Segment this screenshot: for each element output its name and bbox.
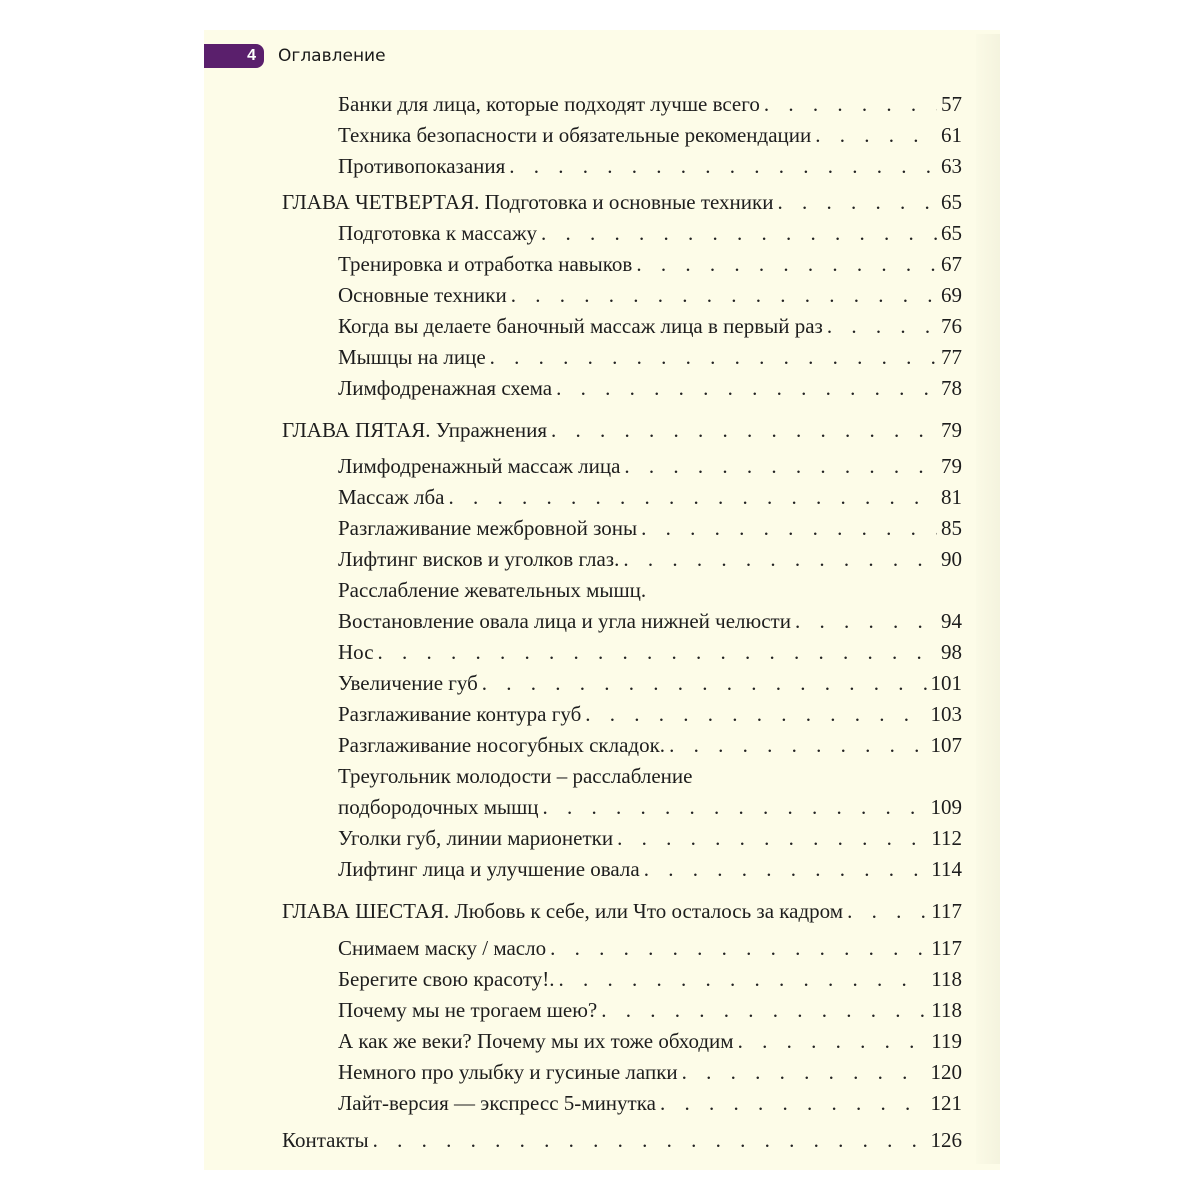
toc-entry <box>338 283 962 314</box>
dot-leader <box>641 516 937 541</box>
toc-entry-title: Подготовка к массажу <box>338 221 537 245</box>
toc-entry-title: Нос <box>338 640 374 664</box>
toc-entry <box>338 826 962 857</box>
toc-entry-page-number: 78 <box>941 376 962 400</box>
dot-leader <box>738 1029 928 1054</box>
dot-leader <box>669 733 926 758</box>
toc-entry-page-number: 119 <box>931 1029 962 1053</box>
toc-entry-title: Основные техники <box>338 283 507 307</box>
dot-leader <box>556 376 937 401</box>
toc-entry-page-number: 117 <box>931 936 962 960</box>
dot-leader <box>660 1091 927 1116</box>
toc-entry-page-number: 90 <box>941 547 962 571</box>
toc-entry-page-number: 79 <box>941 418 962 442</box>
toc-chapter-entry <box>282 899 962 930</box>
dot-leader <box>482 671 927 696</box>
dot-leader <box>624 454 937 479</box>
dot-leader <box>550 936 927 961</box>
toc-entry-page-number: 63 <box>941 154 962 178</box>
toc-entry-page-number: 69 <box>941 283 962 307</box>
toc-entry-title: Треугольник молодости – расслабление <box>338 764 693 788</box>
toc-entry <box>338 795 962 826</box>
toc-entry-page-number: 57 <box>941 92 962 116</box>
toc-entry <box>338 764 962 795</box>
toc-entry-title: Лифтинг лица и улучшение овала <box>338 857 640 881</box>
toc-entry-page-number: 112 <box>931 826 962 850</box>
toc-entry-title: Банки для лица, которые подходят лучше всего <box>338 92 760 116</box>
toc-entry-page-number: 117 <box>931 899 962 923</box>
toc-entry-title: Техника безопасности и обязательные рекомендации <box>338 123 812 147</box>
toc-entry <box>338 1060 962 1091</box>
dot-leader <box>815 123 937 148</box>
dot-leader <box>509 154 937 179</box>
toc-entry-page-number: 81 <box>941 485 962 509</box>
toc-entry <box>338 1029 962 1060</box>
toc-entry-page-number: 120 <box>930 1060 962 1084</box>
toc-entry-page-number: 67 <box>941 252 962 276</box>
toc-chapter-entry <box>282 1128 962 1159</box>
header-title: Оглавление <box>278 46 386 66</box>
toc-entry <box>338 314 962 345</box>
toc-entry-title: Расслабление жевательных мышц. <box>338 578 647 602</box>
toc-entry-page-number: 79 <box>941 454 962 478</box>
toc-entry-title: Немного про улыбку и гусиные лапки <box>338 1060 678 1084</box>
toc-entry-title: Разглаживание межбровной зоны <box>338 516 638 540</box>
toc-entry-title: Берегите свою красоту!. <box>338 967 555 991</box>
dot-leader <box>373 1128 927 1153</box>
toc-entry-page-number: 85 <box>941 516 962 540</box>
toc-entry <box>338 609 962 640</box>
toc-entry-page-number: 61 <box>941 123 962 147</box>
dot-leader <box>601 998 927 1023</box>
dot-leader <box>551 418 937 443</box>
toc-entry <box>338 252 962 283</box>
toc-entry-title: Востановление овала лица и угла нижней челюсти <box>338 609 791 633</box>
toc-entry-title: Уголки губ, линии марионетки <box>338 826 614 850</box>
dot-leader <box>490 345 937 370</box>
toc-entry-title: А как же веки? Почему мы их тоже обходим <box>338 1029 734 1053</box>
toc-entry-title: ГЛАВА ЧЕТВЕРТАЯ. Подготовка и основные техники <box>282 190 774 214</box>
toc-entry-title: подбородочных мышц <box>338 795 539 819</box>
toc-entry <box>338 92 962 123</box>
toc-entry-title: Массаж лба <box>338 485 445 509</box>
toc-entry <box>338 702 962 733</box>
dot-leader <box>764 92 937 117</box>
toc-entry-page-number: 77 <box>941 345 962 369</box>
toc-entry-page-number: 101 <box>930 671 962 695</box>
toc-entry <box>338 485 962 516</box>
dot-leader <box>644 857 928 882</box>
toc-entry-page-number: 65 <box>941 190 962 214</box>
toc-entry-title: Увеличение губ <box>338 671 478 695</box>
toc-entry-page-number: 126 <box>930 1128 962 1152</box>
toc-entry <box>338 671 962 702</box>
dot-leader <box>511 283 937 308</box>
toc-entry-title: ГЛАВА ПЯТАЯ. Упражнения <box>282 418 547 442</box>
toc-entry-page-number: 118 <box>931 998 962 1022</box>
dot-leader <box>623 547 937 572</box>
dot-leader <box>827 314 937 339</box>
dot-leader <box>378 640 937 665</box>
page-number-badge: 4 <box>204 44 264 68</box>
toc-entry-title: Противопоказания <box>338 154 506 178</box>
book-page <box>204 30 1000 1170</box>
dot-leader <box>543 795 927 820</box>
toc-entry-title: Контакты <box>282 1128 369 1152</box>
toc-entry-title: Когда вы делаете баночный массаж лица в первый раз <box>338 314 823 338</box>
dot-leader <box>636 252 937 277</box>
toc-entry-title: Разглаживание контура губ <box>338 702 582 726</box>
toc-entry-title: Лифтинг висков и уголков глаз. <box>338 547 620 571</box>
dot-leader <box>777 190 937 215</box>
toc-entry-page-number: 109 <box>930 795 962 819</box>
dot-leader <box>795 609 937 634</box>
toc-entry-page-number: 121 <box>930 1091 962 1115</box>
page-header <box>204 44 386 68</box>
toc-entry-title: ГЛАВА ШЕСТАЯ. Любовь к себе, или Что осталось за кадром <box>282 899 844 923</box>
toc-entry-page-number: 65 <box>941 221 962 245</box>
dot-leader <box>448 485 937 510</box>
toc-entry <box>338 547 962 578</box>
toc-entry <box>338 998 962 1029</box>
toc-chapter-entry <box>282 418 962 449</box>
toc-entry <box>338 154 962 185</box>
toc-entry-title: Лайт-версия — экспресс 5-минутка <box>338 1091 656 1115</box>
toc-entry-page-number: 76 <box>941 314 962 338</box>
dot-leader <box>617 826 927 851</box>
dot-leader <box>585 702 926 727</box>
toc-entry <box>338 1091 962 1122</box>
toc-entry-page-number: 94 <box>941 609 962 633</box>
toc-entry <box>338 123 962 154</box>
toc-chapter-entry <box>282 190 962 221</box>
toc-entry-title: Лимфодренажный массаж лица <box>338 454 621 478</box>
toc-entry <box>338 578 962 609</box>
toc-entry-page-number: 103 <box>930 702 962 726</box>
toc-entry <box>338 967 962 998</box>
toc-entry-title: Лимфодренажная схема <box>338 376 553 400</box>
toc-entry <box>338 857 962 888</box>
toc-entry-page-number: 114 <box>931 857 962 881</box>
toc-entry <box>338 936 962 967</box>
dot-leader <box>847 899 927 924</box>
dot-leader <box>682 1060 927 1085</box>
page-edge-shadow <box>976 34 1000 1164</box>
toc-entry <box>338 516 962 547</box>
toc-entry <box>338 221 962 252</box>
toc-entry-page-number: 98 <box>941 640 962 664</box>
toc-entry-title: Почему мы не трогаем шею? <box>338 998 598 1022</box>
toc-entry-page-number: 107 <box>930 733 962 757</box>
toc-entry-title: Снимаем маску / масло <box>338 936 547 960</box>
toc-entry <box>338 345 962 376</box>
toc-entry-title: Тренировка и отработка навыков <box>338 252 633 276</box>
toc-entry-title: Разглаживание носогубных складок. <box>338 733 666 757</box>
toc-entry <box>338 733 962 764</box>
dot-leader <box>541 221 937 246</box>
toc-entry <box>338 376 962 407</box>
toc-entry-page-number: 118 <box>931 967 962 991</box>
toc-entry-title: Мышцы на лице <box>338 345 486 369</box>
dot-leader <box>559 967 928 992</box>
toc-entry <box>338 640 962 671</box>
toc-entry <box>338 454 962 485</box>
